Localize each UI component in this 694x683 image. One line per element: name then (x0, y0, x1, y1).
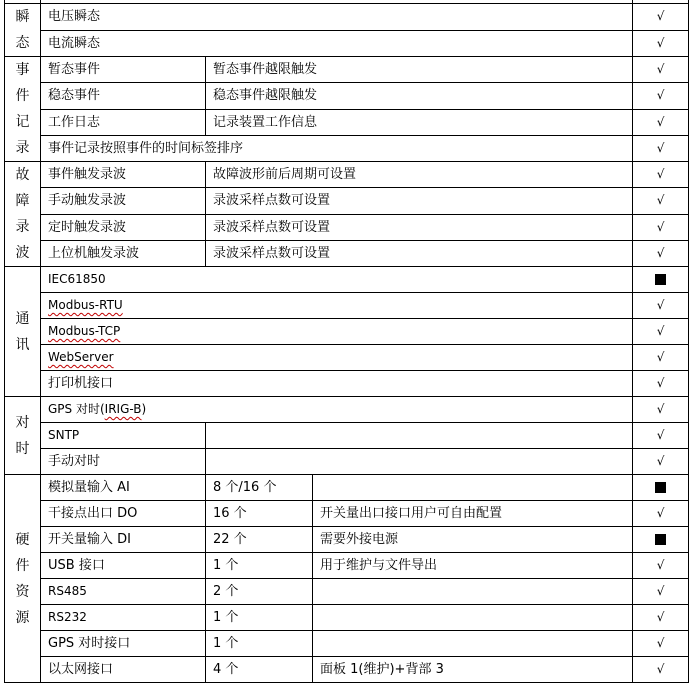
support-mark: √ (633, 319, 689, 345)
description-cell: 记录装置工作信息 (206, 109, 633, 135)
support-mark: √ (633, 83, 689, 109)
note-cell: 需要外接电源 (313, 527, 633, 553)
spec-table (4, 0, 689, 683)
support-mark: √ (633, 605, 689, 631)
support-mark: √ (633, 553, 689, 579)
item-cell: 模拟量输入 AI (41, 475, 206, 501)
note-cell (313, 605, 633, 631)
support-mark: √ (633, 135, 689, 161)
table-row (5, 267, 689, 293)
item-cell: 上位机触发录波 (41, 240, 206, 266)
table-row (5, 135, 689, 161)
table-row (5, 109, 689, 135)
item-text: GPS 对时( (48, 402, 105, 416)
note-cell (313, 579, 633, 605)
description-cell: 故障波形前后周期可设置 (206, 162, 633, 188)
filled-square-icon (655, 534, 666, 545)
category-label-fault-recording: 故 障 录 波 (5, 162, 41, 267)
note-cell: 面板 1(维护)+背部 3 (313, 657, 633, 683)
item-cell (41, 293, 633, 319)
description-cell: 暂态事件越限触发 (206, 57, 633, 83)
item-cell (41, 345, 633, 371)
item-cell: IEC61850 (41, 267, 633, 293)
category-label-event-record: 事 件 记 录 (5, 57, 41, 162)
item-text: ) (141, 402, 147, 416)
category-label-time-sync: 对 时 (5, 397, 41, 475)
table-row (5, 214, 689, 240)
table-row (5, 397, 689, 423)
description-cell (206, 423, 633, 449)
item-cell: 事件触发录波 (41, 162, 206, 188)
item-cell (41, 397, 633, 423)
quantity-cell: 8 个/16 个 (206, 475, 313, 501)
support-mark: √ (633, 109, 689, 135)
item-cell: 手动触发录波 (41, 188, 206, 214)
item-cell: 干接点出口 DO (41, 501, 206, 527)
description-cell: 录波采样点数可设置 (206, 214, 633, 240)
item-cell: 暂态事件 (41, 57, 206, 83)
item-text-highlight: IRIG-B (104, 402, 142, 416)
table-row (5, 188, 689, 214)
support-mark: √ (633, 397, 689, 423)
item-cell (41, 319, 633, 345)
support-mark: √ (633, 449, 689, 475)
item-text: Modbus-RTU (48, 298, 123, 312)
item-cell: 电流瞬态 (41, 30, 633, 57)
table-row (5, 4, 689, 31)
table-row (5, 553, 689, 579)
note-cell: 开关量出口接口用户可自由配置 (313, 501, 633, 527)
item-text: WebServer (48, 350, 114, 364)
item-cell: 工作日志 (41, 109, 206, 135)
item-cell: 事件记录按照事件的时间标签排序 (41, 135, 633, 161)
table-row (5, 293, 689, 319)
filled-square-icon (655, 482, 666, 493)
item-cell: 以太网接口 (41, 657, 206, 683)
table-row (5, 475, 689, 501)
item-cell: USB 接口 (41, 553, 206, 579)
note-cell (313, 475, 633, 501)
support-mark: √ (633, 214, 689, 240)
quantity-cell: 4 个 (206, 657, 313, 683)
item-cell: 手动对时 (41, 449, 206, 475)
note-cell: 用于维护与文件导出 (313, 553, 633, 579)
item-text: Modbus-TCP (48, 324, 121, 338)
item-cell: GPS 对时接口 (41, 631, 206, 657)
table-row (5, 162, 689, 188)
table-row (5, 371, 689, 397)
support-mark: √ (633, 579, 689, 605)
support-mark: √ (633, 657, 689, 683)
table-row (5, 345, 689, 371)
description-cell: 稳态事件越限触发 (206, 83, 633, 109)
quantity-cell: 22 个 (206, 527, 313, 553)
category-label-communication: 通 讯 (5, 267, 41, 397)
table-row (5, 240, 689, 266)
support-mark: √ (633, 188, 689, 214)
support-mark: √ (633, 423, 689, 449)
support-mark: √ (633, 501, 689, 527)
support-mark-square (633, 475, 689, 501)
table-row (5, 605, 689, 631)
support-mark: √ (633, 4, 689, 31)
description-cell: 录波采样点数可设置 (206, 240, 633, 266)
item-cell: 定时触发录波 (41, 214, 206, 240)
table-row (5, 657, 689, 683)
table-row (5, 501, 689, 527)
item-cell: 开关量输入 DI (41, 527, 206, 553)
quantity-cell: 1 个 (206, 553, 313, 579)
support-mark: √ (633, 631, 689, 657)
item-cell: RS232 (41, 605, 206, 631)
table-row (5, 57, 689, 83)
category-label-hardware: 硬 件 资 源 (5, 475, 41, 683)
table-row (5, 423, 689, 449)
item-cell: 打印机接口 (41, 371, 633, 397)
support-mark-square (633, 527, 689, 553)
table-row (5, 631, 689, 657)
quantity-cell: 1 个 (206, 605, 313, 631)
support-mark: √ (633, 293, 689, 319)
category-label-transient: 瞬 态 (5, 4, 41, 57)
item-cell: RS485 (41, 579, 206, 605)
item-cell: SNTP (41, 423, 206, 449)
support-mark: √ (633, 240, 689, 266)
support-mark-square (633, 267, 689, 293)
quantity-cell: 1 个 (206, 631, 313, 657)
table-row (5, 579, 689, 605)
item-cell: 电压瞬态 (41, 4, 633, 31)
description-cell (206, 449, 633, 475)
quantity-cell: 16 个 (206, 501, 313, 527)
table-row (5, 527, 689, 553)
note-cell (313, 631, 633, 657)
table-row (5, 83, 689, 109)
support-mark: √ (633, 162, 689, 188)
support-mark: √ (633, 57, 689, 83)
support-mark: √ (633, 371, 689, 397)
table-row (5, 319, 689, 345)
support-mark: √ (633, 30, 689, 57)
support-mark: √ (633, 345, 689, 371)
quantity-cell: 2 个 (206, 579, 313, 605)
item-cell: 稳态事件 (41, 83, 206, 109)
table-row (5, 449, 689, 475)
table-row (5, 30, 689, 57)
description-cell: 录波采样点数可设置 (206, 188, 633, 214)
filled-square-icon (655, 274, 666, 285)
